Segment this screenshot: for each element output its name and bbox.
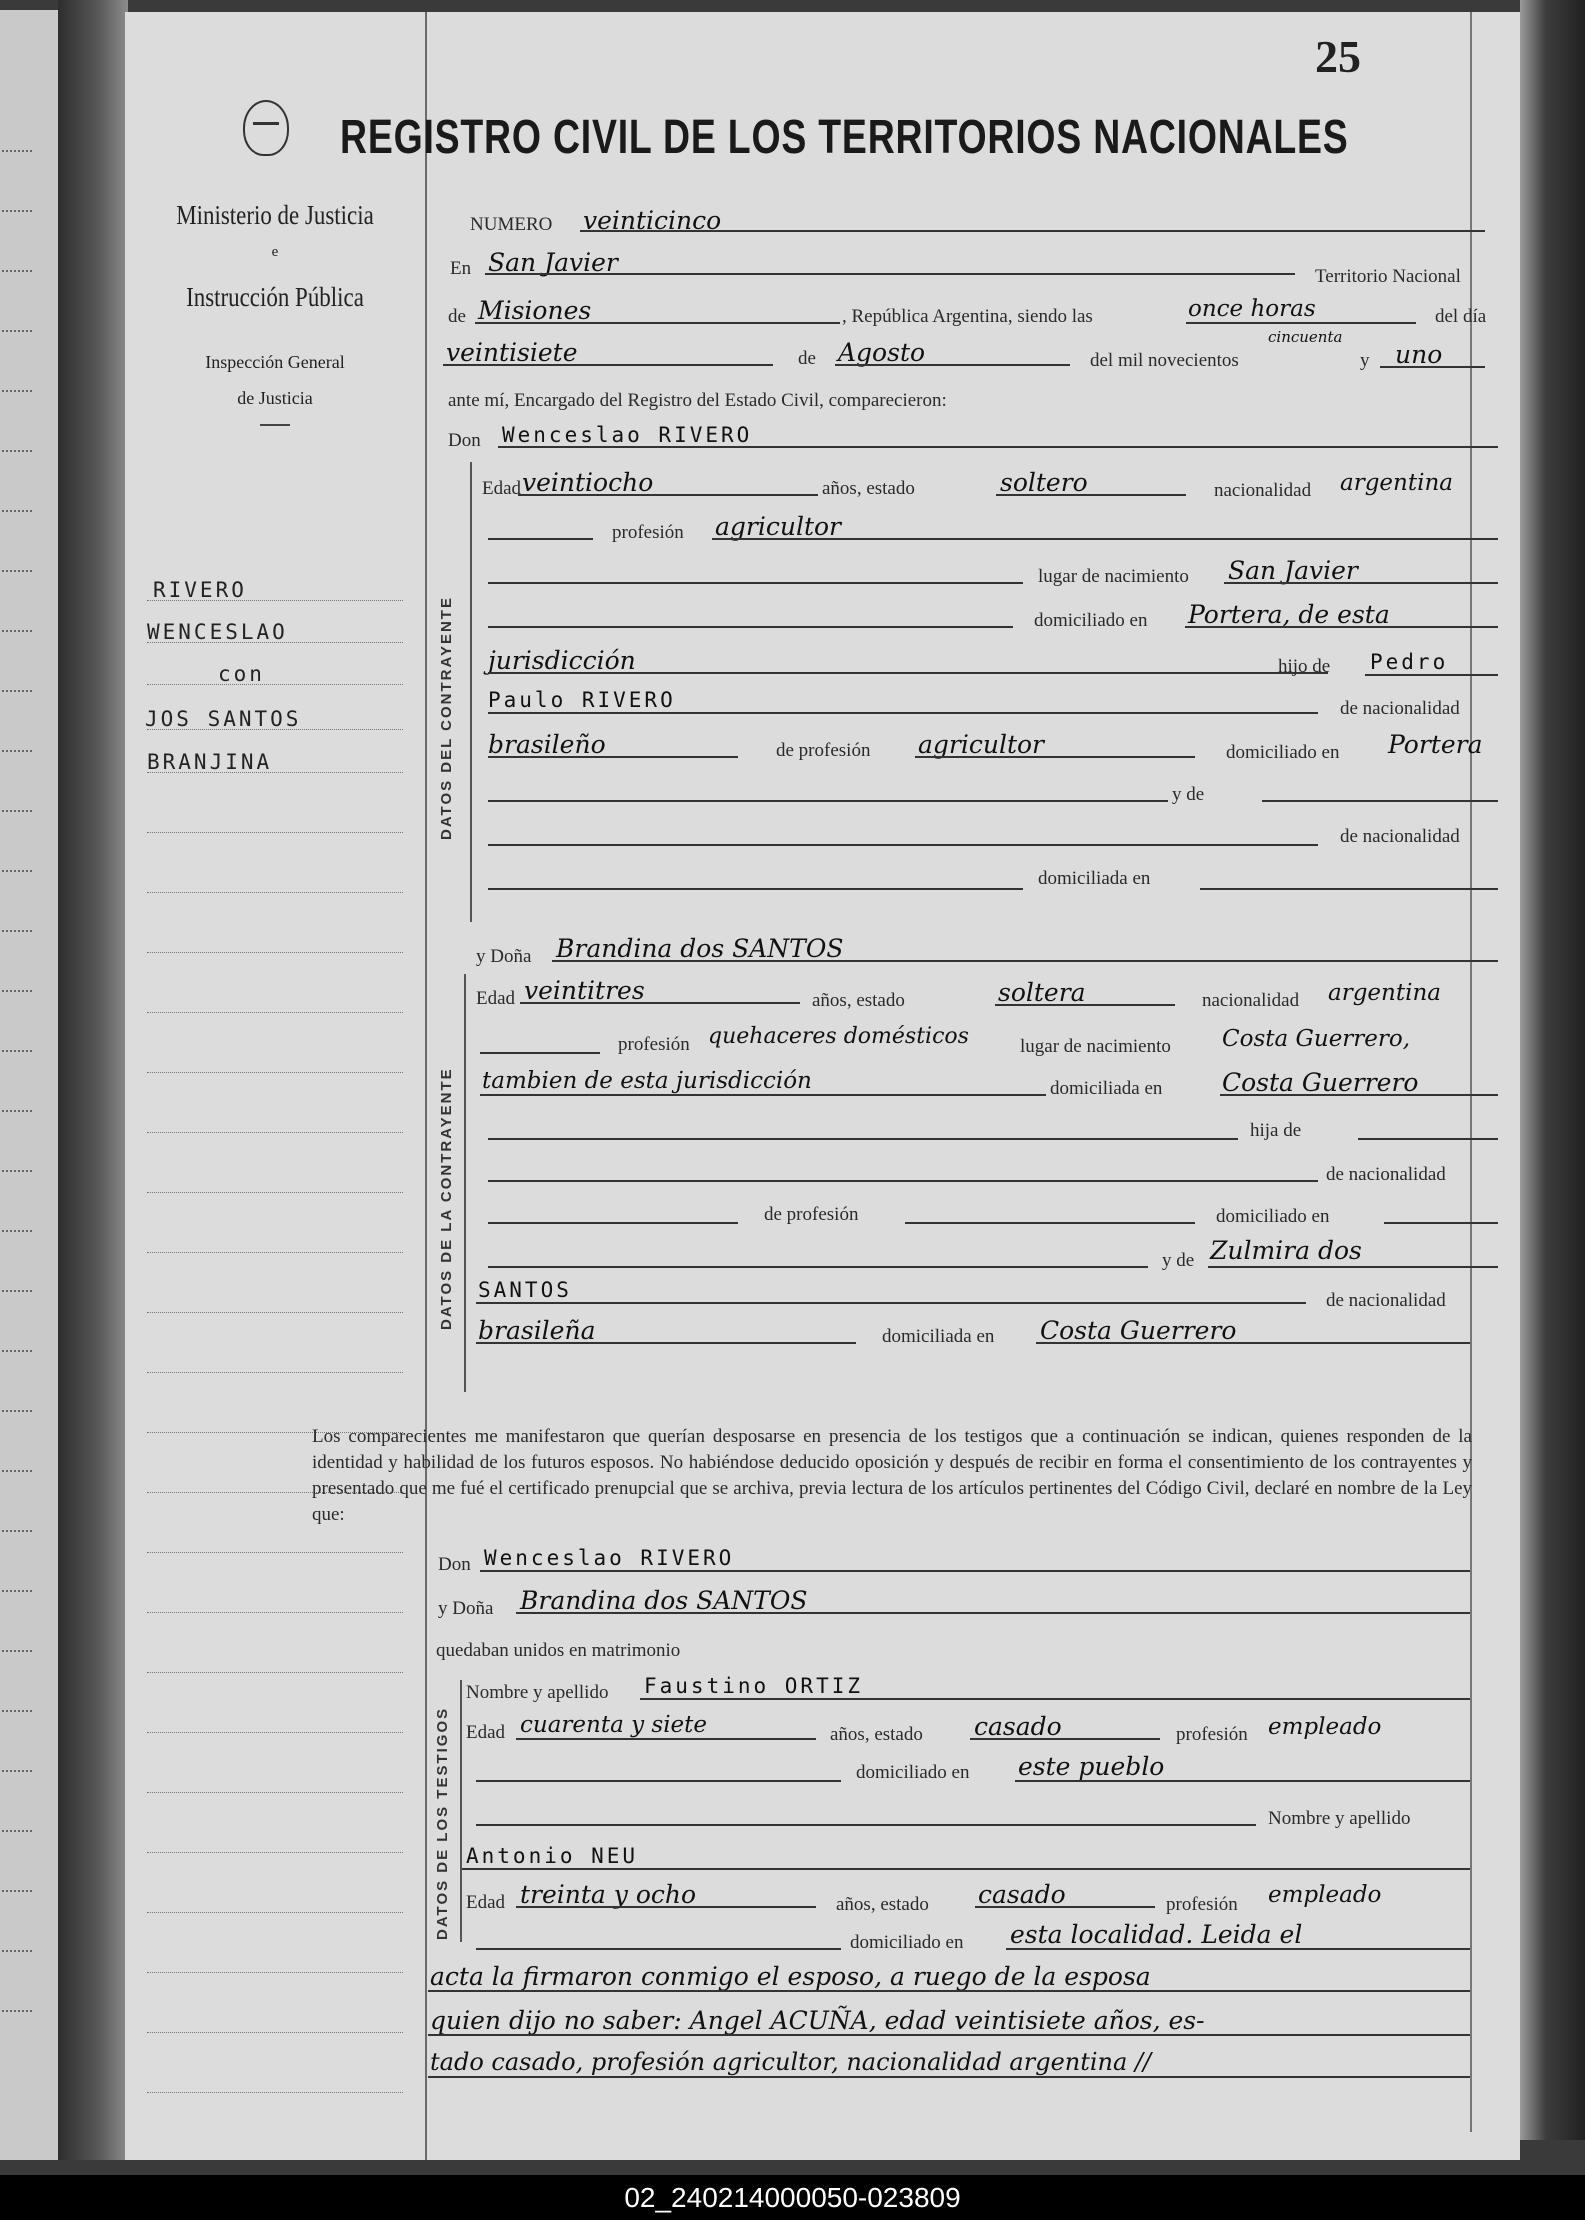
dia-value: veintisiete bbox=[446, 338, 578, 367]
domiciliado-label: domiciliado en bbox=[1034, 610, 1148, 631]
margin-rule bbox=[147, 1792, 403, 1793]
fill-line bbox=[516, 1612, 1470, 1614]
margin-note-line: RIVERO bbox=[153, 578, 247, 602]
profesion-label: profesión bbox=[618, 1034, 690, 1055]
fill-line bbox=[1015, 1780, 1470, 1782]
dotted-line bbox=[2, 1170, 32, 1172]
margin-rule bbox=[147, 729, 403, 730]
dotted-line bbox=[2, 450, 32, 452]
padre-prof-label: de profesión bbox=[776, 740, 871, 761]
t2-domicilio-value: esta localidad. Leida el bbox=[1010, 1920, 1303, 1949]
margin-note-line: JOS SANTOS bbox=[145, 707, 302, 731]
padre-nac-value: brasileño bbox=[488, 730, 606, 759]
dotted-line bbox=[2, 1410, 32, 1412]
fill-line bbox=[640, 1698, 1470, 1700]
t1-domicilio-value: este pueblo bbox=[1018, 1752, 1165, 1781]
dotted-line bbox=[2, 1710, 32, 1712]
margin-column bbox=[125, 12, 427, 2160]
t2-nombre-value: Antonio NEU bbox=[466, 1844, 639, 1868]
unidos-text: quedaban unidos en matrimonio bbox=[436, 1640, 681, 1661]
section-label-contrayente: DATOS DE LA CONTRAYENTE bbox=[438, 1067, 455, 1330]
lugar-nac-label: lugar de nacimiento bbox=[1020, 1036, 1171, 1057]
madre-nac-value: brasileña bbox=[478, 1316, 596, 1345]
mes-value: Agosto bbox=[838, 338, 926, 367]
fill-line bbox=[428, 2076, 1470, 2078]
dotted-line bbox=[2, 690, 32, 692]
margin-rule bbox=[147, 2092, 403, 2093]
fill-line bbox=[476, 1342, 856, 1344]
fill-line bbox=[428, 2034, 1470, 2036]
contrayente-name: Wenceslao RIVERO bbox=[502, 423, 753, 447]
t2-domiciliado-label: domiciliado en bbox=[850, 1932, 964, 1953]
y-label: y bbox=[1360, 350, 1370, 371]
declaration-paragraph: Los comparecientes me manifestaron que querían desposarse en presencia de los testigos que a continuación se indican, quienes responden de la identidad y habilidad de los futuros esposos. No habiéndose deducido oposición y después de recibir en forma el consentimiento de los contrayentes y presentado que me fué el certificado prenupcial que se archiva, previa lectura de los artículos pertinentes del Código Civil, declaré en nombre de la Ley que: bbox=[312, 1426, 1472, 1525]
anio-correction: cincuenta bbox=[1268, 328, 1343, 346]
margin-rule bbox=[147, 1852, 403, 1853]
fill-line bbox=[443, 364, 773, 366]
lugar-value: San Javier bbox=[488, 248, 618, 277]
fill-line bbox=[970, 1738, 1160, 1740]
margin-rule bbox=[147, 2032, 403, 2033]
fill-line bbox=[488, 1266, 1148, 1268]
domiciliada-label: domiciliada en bbox=[1050, 1078, 1163, 1099]
padre-dom-label: domiciliado en bbox=[1226, 742, 1340, 763]
dotted-line bbox=[2, 390, 32, 392]
dotted-line bbox=[2, 1830, 32, 1832]
page-number: 25 bbox=[1315, 31, 1361, 82]
t2-edad-value: treinta y ocho bbox=[520, 1880, 697, 1909]
margin-note-line: con bbox=[218, 662, 265, 686]
fill-line bbox=[488, 626, 1013, 628]
fill-line bbox=[476, 1948, 841, 1950]
domicilio-value-2: jurisdicción bbox=[488, 646, 636, 675]
padre-name-1: Pedro bbox=[1370, 650, 1449, 674]
fill-line bbox=[1358, 1138, 1498, 1140]
fill-line bbox=[488, 1180, 1318, 1182]
dotted-line bbox=[2, 630, 32, 632]
hija-label: hija de bbox=[1250, 1120, 1302, 1141]
fill-line bbox=[996, 494, 1186, 496]
hija-prof-label: de profesión bbox=[764, 1204, 859, 1225]
t1-profesion-value: empleado bbox=[1268, 1714, 1382, 1740]
section-bracket bbox=[470, 462, 472, 922]
hija-dom-label: domiciliado en bbox=[1216, 1206, 1330, 1227]
don-label: Don bbox=[448, 430, 481, 451]
right-rule bbox=[1470, 12, 1472, 2132]
fill-line bbox=[488, 756, 738, 758]
fill-line bbox=[480, 1052, 600, 1054]
dotted-line bbox=[2, 1650, 32, 1652]
fill-line bbox=[1365, 674, 1498, 676]
t2-anios-label: años, estado bbox=[836, 1894, 929, 1915]
dotted-line bbox=[2, 330, 32, 332]
madre-nac-label: de nacionalidad bbox=[1326, 1290, 1446, 1311]
dotted-line bbox=[2, 1770, 32, 1772]
nacionalidad-value: argentina bbox=[1340, 470, 1453, 496]
fill-line bbox=[498, 446, 1498, 448]
dotted-line bbox=[2, 2010, 32, 2012]
t1-nombre-value: Faustino ORTIZ bbox=[644, 1674, 864, 1698]
margin-rule bbox=[147, 1612, 403, 1613]
fill-line bbox=[480, 1094, 1046, 1096]
fill-line bbox=[428, 1990, 1470, 1992]
decl-dona-value: Brandina dos SANTOS bbox=[520, 1586, 808, 1615]
section-label-testigos: DATOS DE LOS TESTIGOS bbox=[434, 1706, 451, 1940]
book-binding bbox=[58, 0, 128, 2160]
t1-nombre-label: Nombre y apellido bbox=[466, 1682, 609, 1703]
republica-label: , República Argentina, siendo las bbox=[842, 306, 1093, 327]
t2-estado-value: casado bbox=[978, 1880, 1066, 1909]
anios-label: años, estado bbox=[812, 990, 905, 1011]
t1-edad-label: Edad bbox=[466, 1722, 506, 1743]
continuation-line-2: quien dijo no saber: Angel ACUÑA, edad veintisiete años, es- bbox=[430, 2006, 1205, 2035]
divider bbox=[260, 424, 290, 426]
en-label: En bbox=[450, 258, 472, 279]
padre-dom-value: Portera bbox=[1388, 730, 1483, 759]
dotted-line bbox=[2, 1350, 32, 1352]
fill-line bbox=[462, 1868, 1470, 1870]
margin-rule bbox=[147, 952, 403, 953]
margin-rule bbox=[147, 1912, 403, 1913]
t1-anios-label: años, estado bbox=[830, 1724, 923, 1745]
dotted-line bbox=[2, 210, 32, 212]
dotted-line bbox=[2, 1050, 32, 1052]
estado-value: soltera bbox=[998, 978, 1086, 1007]
fill-line bbox=[1185, 626, 1498, 628]
fill-line bbox=[488, 582, 1023, 584]
decl-dona-label: y Doña bbox=[438, 1598, 494, 1619]
lugar-nac-value-2: tambien de esta jurisdicción bbox=[482, 1068, 812, 1094]
padre-prof-value: agricultor bbox=[918, 730, 1045, 759]
hija-nac-label: de nacionalidad bbox=[1326, 1164, 1446, 1185]
anio-value: uno bbox=[1395, 340, 1443, 369]
dotted-line bbox=[2, 510, 32, 512]
estado-value: soltero bbox=[1000, 468, 1088, 497]
t1-estado-value: casado bbox=[974, 1712, 1062, 1741]
section-bracket bbox=[460, 1680, 462, 1942]
t2-edad-label: Edad bbox=[466, 1892, 506, 1913]
del-dia-label: del día bbox=[1435, 306, 1487, 327]
ministry-name: Ministerio de Justicia bbox=[176, 200, 374, 230]
y-de-label: y de bbox=[1162, 1250, 1195, 1271]
dotted-line bbox=[2, 1290, 32, 1292]
continuation-line-1: acta la firmaron conmigo el esposo, a ruego de la esposa bbox=[430, 1962, 1151, 1991]
fill-line bbox=[1036, 1342, 1470, 1344]
continuation-line-3: tado casado, profesión agricultor, nacionalidad argentina // bbox=[430, 2048, 1152, 2076]
decl-don-value: Wenceslao RIVERO bbox=[484, 1546, 735, 1570]
hijo-label: hijo de bbox=[1278, 656, 1331, 677]
nacionalidad-value: argentina bbox=[1328, 980, 1441, 1006]
territorio-label: Territorio Nacional bbox=[1315, 266, 1461, 287]
dotted-line bbox=[2, 1230, 32, 1232]
inspection-line-2: de Justicia bbox=[237, 388, 313, 408]
fill-line bbox=[476, 1824, 1256, 1826]
numero-value: veinticinco bbox=[583, 206, 722, 235]
fill-line bbox=[488, 672, 1328, 674]
margin-rule bbox=[147, 1372, 403, 1373]
padre-name-2: Paulo RIVERO bbox=[488, 688, 676, 712]
fill-line bbox=[712, 538, 1498, 540]
fill-line bbox=[975, 1906, 1155, 1908]
fill-line bbox=[488, 538, 593, 540]
fill-line bbox=[1200, 888, 1498, 890]
madre-name-2: SANTOS bbox=[478, 1278, 572, 1302]
fill-line bbox=[552, 960, 1498, 962]
anios-label: años, estado bbox=[822, 478, 915, 499]
lugar-nac-value: San Javier bbox=[1228, 556, 1358, 585]
dotted-line bbox=[2, 990, 32, 992]
fill-line bbox=[516, 1906, 816, 1908]
fill-line bbox=[1220, 1094, 1498, 1096]
ministry-name-2: Instrucción Pública bbox=[186, 282, 364, 312]
fill-line bbox=[520, 1002, 800, 1004]
madre-nac-label: de nacionalidad bbox=[1340, 826, 1460, 847]
decl-don-label: Don bbox=[438, 1554, 471, 1575]
fill-line bbox=[485, 273, 1295, 275]
profesion-value: quehaceres domésticos bbox=[708, 1024, 969, 1049]
margin-rule bbox=[147, 1552, 403, 1553]
fill-line bbox=[488, 888, 1023, 890]
y-de-label: y de bbox=[1172, 784, 1205, 805]
fill-line bbox=[1208, 1266, 1498, 1268]
fill-line bbox=[995, 1004, 1175, 1006]
edad-label: Edad bbox=[482, 478, 522, 499]
nacionalidad-label: nacionalidad bbox=[1214, 480, 1312, 501]
domicilio-value: Portera, de esta bbox=[1188, 600, 1390, 629]
profesion-label: profesión bbox=[612, 522, 684, 543]
territorio-value: Misiones bbox=[478, 296, 592, 325]
fill-line bbox=[1384, 1222, 1498, 1224]
fill-line bbox=[488, 844, 1318, 846]
margin-rule bbox=[147, 600, 403, 601]
page-edge-shadow bbox=[1520, 0, 1585, 2140]
margin-rule bbox=[147, 832, 403, 833]
previous-page-edge bbox=[0, 10, 58, 2160]
dotted-line bbox=[2, 930, 32, 932]
margin-rule bbox=[147, 1192, 403, 1193]
margin-rule bbox=[147, 892, 403, 893]
domicilio-value: Costa Guerrero bbox=[1222, 1068, 1419, 1097]
madre-dom-label: domiciliada en bbox=[1038, 868, 1151, 889]
fill-line bbox=[580, 230, 1485, 232]
dotted-line bbox=[2, 1110, 32, 1112]
fill-line bbox=[488, 800, 1168, 802]
t1-domiciliado-label: domiciliado en bbox=[856, 1762, 970, 1783]
fill-line bbox=[488, 1222, 738, 1224]
dotted-line bbox=[2, 270, 32, 272]
dotted-line bbox=[2, 810, 32, 812]
dotted-line bbox=[2, 570, 32, 572]
fill-line bbox=[518, 494, 818, 496]
fill-line bbox=[905, 1222, 1195, 1224]
lugar-nac-value: Costa Guerrero, bbox=[1222, 1026, 1411, 1052]
t1-edad-value: cuarenta y siete bbox=[520, 1712, 708, 1738]
t2-nombre-label: Nombre y apellido bbox=[1268, 1808, 1411, 1829]
madre-dom-label: domiciliada en bbox=[882, 1326, 995, 1347]
margin-rule bbox=[147, 1732, 403, 1733]
t2-profesion-label: profesión bbox=[1166, 1894, 1238, 1915]
margin-note-line: BRANJINA bbox=[147, 750, 273, 774]
dotted-line bbox=[2, 750, 32, 752]
lugar-nac-label: lugar de nacimiento bbox=[1038, 566, 1189, 587]
nacionalidad-label: nacionalidad bbox=[1202, 990, 1300, 1011]
t1-profesion-label: profesión bbox=[1176, 1724, 1248, 1745]
fill-line bbox=[476, 1780, 841, 1782]
fill-line bbox=[516, 1738, 816, 1740]
margin-rule bbox=[147, 1132, 403, 1133]
margin-rule bbox=[147, 684, 403, 685]
fill-line bbox=[1224, 582, 1498, 584]
de-label: de bbox=[448, 306, 466, 327]
margin-rule bbox=[147, 642, 403, 643]
dotted-line bbox=[2, 1470, 32, 1472]
de-mes-label: de bbox=[798, 348, 816, 369]
dotted-line bbox=[2, 1530, 32, 1532]
margin-rule bbox=[147, 1252, 403, 1253]
ministry-conjunction: e bbox=[271, 244, 279, 260]
fill-line bbox=[1380, 366, 1485, 368]
fill-line bbox=[1006, 1948, 1470, 1950]
inspection-line-1: Inspección General bbox=[205, 352, 345, 372]
fill-line bbox=[475, 322, 840, 324]
margin-rule bbox=[147, 1972, 403, 1973]
edad-value: veintitres bbox=[524, 976, 645, 1005]
coat-of-arms-icon bbox=[243, 100, 289, 156]
numero-label: NUMERO bbox=[470, 214, 553, 235]
fill-line bbox=[1262, 800, 1498, 802]
margin-rule bbox=[147, 1012, 403, 1013]
margin-rule bbox=[147, 772, 403, 773]
fill-line bbox=[488, 712, 1318, 714]
dotted-line bbox=[2, 1890, 32, 1892]
fill-line bbox=[488, 1138, 1238, 1140]
margin-rule bbox=[147, 1312, 403, 1313]
section-label-contrayente: DATOS DEL CONTRAYENTE bbox=[438, 596, 455, 840]
padre-nac-label: de nacionalidad bbox=[1340, 698, 1460, 719]
margin-rule bbox=[147, 1672, 403, 1673]
fill-line bbox=[915, 756, 1195, 758]
t2-profesion-value: empleado bbox=[1268, 1882, 1382, 1908]
contrayenta-name: Brandina dos SANTOS bbox=[556, 934, 844, 963]
madre-dom-value: Costa Guerrero bbox=[1040, 1316, 1237, 1345]
fill-line bbox=[476, 1302, 1306, 1304]
margin-rule bbox=[147, 1072, 403, 1073]
section-bracket bbox=[464, 974, 466, 1392]
fill-line bbox=[835, 364, 1070, 366]
page-title: REGISTRO CIVIL DE LOS TERRITORIOS NACIONALES bbox=[340, 111, 1349, 164]
edad-label: Edad bbox=[476, 988, 516, 1009]
dotted-line bbox=[2, 1590, 32, 1592]
ante-mi-text: ante mí, Encargado del Registro del Estado Civil, comparecieron: bbox=[448, 390, 947, 411]
profesion-value: agricultor bbox=[715, 512, 842, 541]
edad-value: veintiocho bbox=[522, 468, 654, 497]
dotted-line bbox=[2, 150, 32, 152]
scan-id-footer: 02_240214000050-023809 bbox=[0, 2175, 1585, 2220]
mil-label: del mil novecientos bbox=[1090, 350, 1239, 371]
dona-label: y Doña bbox=[476, 946, 532, 967]
dotted-line bbox=[2, 1950, 32, 1952]
fill-line bbox=[480, 1570, 1470, 1572]
horas-value: once horas bbox=[1188, 296, 1316, 322]
madre-name-1: Zulmira dos bbox=[1210, 1236, 1362, 1265]
dotted-line bbox=[2, 870, 32, 872]
margin-note-line: WENCESLAO bbox=[147, 620, 288, 644]
fill-line bbox=[1186, 322, 1416, 324]
